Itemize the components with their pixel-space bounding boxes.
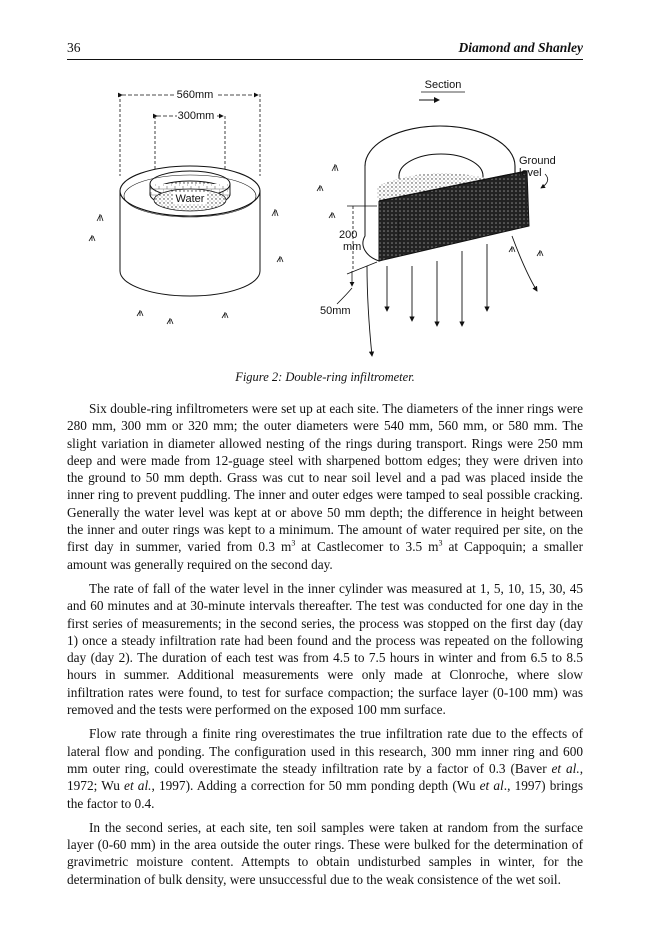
paragraph [67, 819, 583, 888]
text-run: Six double-ring infiltrometers were set up at each site. The diameters of the inner rings were 280 mm, 300 mm or 320 mm; the outer diameters were 540 mm, 560 mm, or 580 mm. The slight variation in diameter allowed nesting of the rings during transport. Rings were 250 mm deep and were made from 12-guage steel with sharpened bottom edges; they were driven into the ground to 50 mm depth. Grass was cut to near soil level and a pad was placed inside the inner ring to prevent puddling. The inner and outer edges were tamped to seal possible cracking. Generally the water level was kept at or above 50 mm depth; the difference in height between the inner and outer rings was kept to a minimum. The amount of water required per site, on the first day in summer, varied from 0.3 m [67, 401, 583, 555]
label-depth: 200 mm [339, 229, 362, 253]
text-run: In the second series, at each site, ten soil samples were taken at random from the surface layer (0-60 mm) in the area outside the outer rings. These were bulked for the determination of gravimetric moisture content. Attempts to obtain undisturbed samples in winter, for the determination of bulk density, were unsuccessful due to the weak consistence of the wet soil. [67, 819, 583, 887]
label-water: Water [175, 193, 205, 205]
label-outer-diameter: 560mm [176, 89, 214, 101]
figure-double-ring-infiltrometer [67, 66, 583, 366]
paragraph [67, 400, 583, 573]
left-ring-drawing [89, 88, 283, 324]
figure-caption: Figure 2: Double-ring infiltrometer. [235, 370, 415, 384]
italic-text: et al. [551, 760, 580, 776]
label-ground-level: Ground level [519, 155, 556, 179]
text-run: at Cappoquin; a smaller amount was generally required on the second day. [67, 539, 583, 572]
text-run: , 1997). Adding a correction for 50 mm ponding depth (Wu [151, 778, 480, 794]
header-rule [67, 59, 583, 60]
superscript: 3 [291, 538, 296, 548]
infiltrometer-drawing [67, 66, 583, 366]
text-run: at Castlecomer to 3.5 m [295, 539, 439, 555]
text-run: The rate of fall of the water level in the inner cylinder was measured at 1, 5, 10, 15, 30, 45 and 60 minutes and at 30-minute intervals thereafter. The test was conducted for one day in the first series of measurements; in the second series, the process was stopped on the first day (day 1) once a steady infiltration rate had been found and the process was repeated on the following day (day 2). The duration of each test was from 4.5 to 7.5 hours in winter and from 6.5 to 8.5 hours in summer. Additional measurements were only made at Clonroche, where slow infiltration rates were found, to test for surface compaction; the surface layer (0-100 mm) was removed and the tests were performed on the exposed 100 mm surface. [67, 580, 583, 718]
text-run: ., 1997) brings the factor to 0.4. [67, 778, 583, 811]
paragraph [67, 725, 583, 811]
label-section: Section [424, 79, 462, 91]
text-run: , 1972; Wu [67, 760, 584, 794]
running-head: Diamond and Shanley [458, 40, 583, 55]
italic-text: et al. [124, 778, 152, 794]
italic-text: et al [479, 778, 504, 794]
label-insertion-depth: 50mm [320, 305, 351, 317]
paragraph [67, 580, 583, 718]
superscript: 3 [438, 538, 443, 548]
page-number: 36 [67, 40, 81, 55]
right-ring-section-drawing [317, 79, 559, 356]
text-run: Flow rate through a finite ring overestimates the true infiltration rate due to the effects of lateral flow and ponding. The configuration used in this research, 300 mm inner ring and 600 mm outer ring, could overestimate the steady infiltration rate by a factor of 0.3 (Baver [67, 726, 583, 776]
page-header [67, 40, 583, 60]
label-inner-diameter: 300mm [177, 110, 215, 122]
body-text [67, 400, 583, 895]
